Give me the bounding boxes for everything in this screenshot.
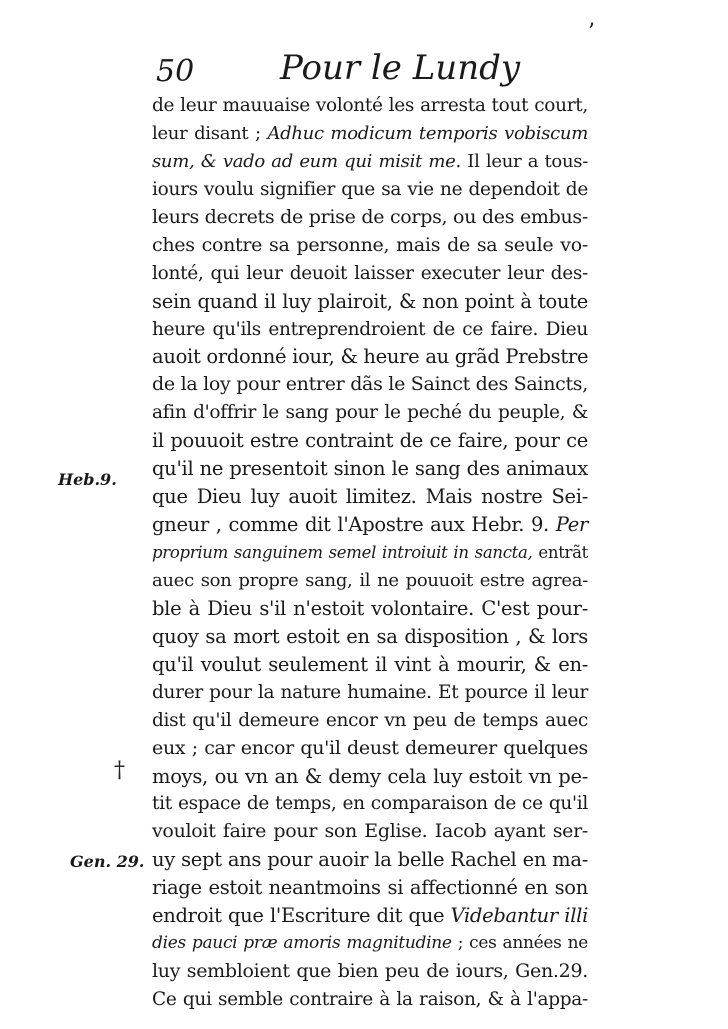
text-segment: leur disant ; [152,122,268,144]
text-segment: eux ; car encor qu'il deust demeurer quelques [152,736,588,759]
text-line [152,874,588,902]
text-segment: auoit ordonné iour, & heure au grãd Prebstre [152,345,589,369]
text-segment: sein quand il luy plairoit, & non point à toute [152,289,588,313]
text-line [152,260,588,288]
text-line [152,595,588,623]
text-line [152,958,588,986]
page-number: 50 [156,54,195,89]
text-segment: endroit que l'Escriture dit que [152,904,451,928]
text-segment: ches contre sa personne, mais de sa seule vo- [152,233,588,256]
text-line [152,735,588,763]
text-line [152,399,588,427]
margin-note-heb: Heb.9. [58,470,117,489]
text-segment: gneur , comme dit l'Apostre aux Hebr. 9. [152,513,556,537]
italic-segment: dies pauci præ amoris magnitudine [152,933,452,954]
text-segment: Il leur a tous- [460,150,588,172]
text-line [152,567,588,595]
text-line [152,902,588,930]
text-segment: dist qu'il demeure encor vn peu de temps auec [152,709,588,731]
italic-segment: sum, & vado ad eum qui misit me. [152,150,461,172]
text-segment: entrãt [532,543,588,562]
text-line [152,204,588,232]
text-line [152,539,588,567]
text-line [152,623,588,651]
text-segment: ble à Dieu s'il n'estoit volontaire. C'est pour- [152,596,588,620]
text-line [152,176,588,204]
text-line [152,288,588,316]
text-line [152,120,588,148]
margin-note-gen: Gen. 29. [70,852,145,871]
text-line [152,92,588,120]
text-line [152,763,588,791]
italic-segment: Adhuc modicum temporis vobiscum [267,122,588,144]
text-segment: riage estoit neantmoins si affectionné en son [152,876,588,900]
text-line [152,371,588,399]
text-line [152,148,588,176]
body-text [152,92,588,1014]
text-line [152,316,588,344]
text-segment: de leur mauuaise volonté les arresta tout court, [152,95,588,116]
text-segment: afin d'offrir le sang pour le peché du peuple, & [152,402,588,424]
running-title: Pour le Lundy [280,48,521,88]
text-line [152,930,588,958]
text-segment: qu'il voulut seulement il vint à mourir, & en- [152,652,588,676]
text-line [152,986,588,1014]
text-segment: ; ces années ne [451,933,588,954]
italic-segment: Per [555,513,588,537]
text-line [152,483,588,511]
text-line [152,232,588,260]
text-segment: leurs decrets de prise de corps, ou des embus- [152,205,588,228]
text-segment: auec son propre sang, il ne pouuoit estre agrea- [152,569,588,591]
page-header [150,48,590,94]
text-line [152,679,588,707]
text-line [152,707,588,735]
text-segment: iours voulu signifier que sa vie ne dependoit de [152,178,588,200]
text-segment: heure qu'ils entreprendroient de ce faire. Dieu [152,318,588,340]
text-segment: Ce qui semble contraire à la raison, & à l'appa- [152,989,588,1010]
text-segment: que Dieu luy auoit limitez. Mais nostre Sei- [152,485,588,509]
text-segment: tit espace de temps, en comparaison de ce qu'il [152,793,588,815]
handwritten-mark: † [114,758,125,783]
text-segment: moys, ou vn an & demy cela luy estoit vn pe- [152,764,588,788]
text-line [152,818,588,846]
text-segment: luy sembloient que bien peu de iours, Gen.29. [152,960,588,983]
text-line [152,846,588,874]
text-segment: quoy sa mort estoit en sa disposition , & lors [152,624,588,648]
text-segment: lonté, qui leur deuoit laisser executer leur des- [152,262,588,284]
text-segment: uy sept ans pour auoir la belle Rachel en ma- [152,848,588,872]
text-segment: qu'il ne presentoit sinon le sang des animaux [152,457,588,481]
text-line [152,343,588,371]
text-line [152,427,588,455]
text-segment: de la loy pour entrer dãs le Sainct des Saincts, [152,373,588,396]
text-line [152,455,588,483]
text-line [152,790,588,818]
italic-segment: Videbantur illi [450,904,589,928]
corner-ink-mark: ’ [588,20,595,45]
text-segment: vouloit faire pour son Eglise. Iacob ayant ser- [152,820,588,843]
text-line [152,511,588,539]
text-segment: durer pour la nature humaine. Et pource il leur [152,681,588,703]
text-line [152,651,588,679]
text-segment: il pouuoit estre contraint de ce faire, pour ce [152,429,588,453]
italic-segment: proprium sanguinem semel introiuit in sancta, [152,543,533,562]
